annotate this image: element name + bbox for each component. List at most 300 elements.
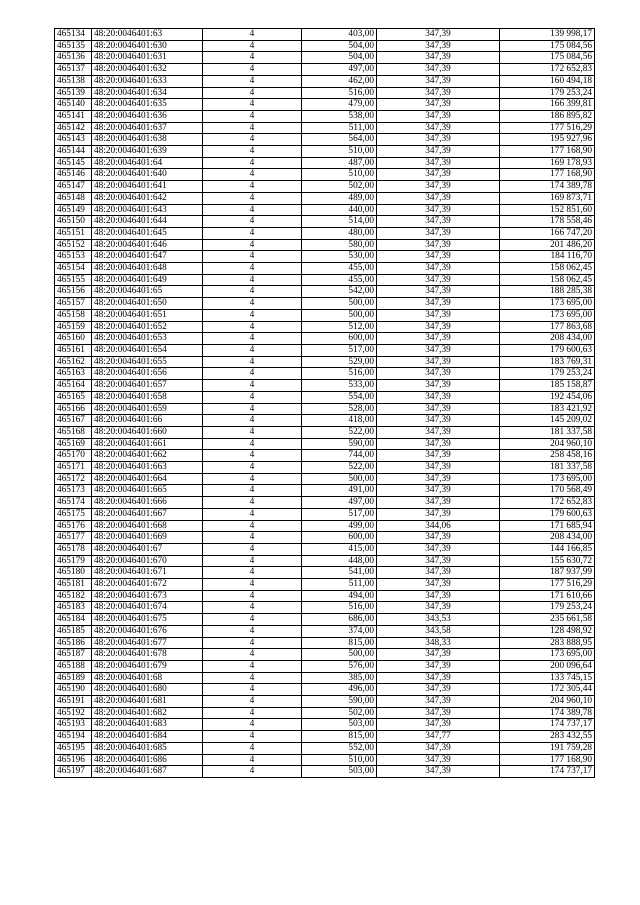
table-row bbox=[55, 134, 595, 146]
rate-cell: 347,39 bbox=[377, 64, 500, 76]
rate-cell: 347,39 bbox=[377, 684, 500, 696]
row-number-cell: 465163 bbox=[55, 368, 92, 380]
category-cell: 4 bbox=[203, 462, 302, 474]
cadastral-number-cell: 48:20:0046401:647 bbox=[92, 251, 203, 263]
table-row bbox=[55, 438, 595, 450]
cadastral-value-cell: 191 759,28 bbox=[500, 742, 595, 754]
category-cell: 4 bbox=[203, 473, 302, 485]
table-row bbox=[55, 415, 595, 427]
cadastral-number-cell: 48:20:0046401:679 bbox=[92, 660, 203, 672]
category-cell: 4 bbox=[203, 216, 302, 228]
cadastral-number-cell: 48:20:0046401:675 bbox=[92, 614, 203, 626]
area-cell: 510,00 bbox=[302, 754, 377, 766]
area-cell: 511,00 bbox=[302, 579, 377, 591]
row-number-cell: 465156 bbox=[55, 286, 92, 298]
row-number-cell: 465191 bbox=[55, 696, 92, 708]
area-cell: 385,00 bbox=[302, 672, 377, 684]
cadastral-number-cell: 48:20:0046401:651 bbox=[92, 309, 203, 321]
cadastral-number-cell: 48:20:0046401:652 bbox=[92, 321, 203, 333]
cadastral-number-cell: 48:20:0046401:649 bbox=[92, 274, 203, 286]
cadastral-value-cell: 179 253,24 bbox=[500, 87, 595, 99]
rate-cell: 347,39 bbox=[377, 567, 500, 579]
row-number-cell: 465150 bbox=[55, 216, 92, 228]
area-cell: 815,00 bbox=[302, 731, 377, 743]
category-cell: 4 bbox=[203, 134, 302, 146]
cadastral-number-cell: 48:20:0046401:633 bbox=[92, 75, 203, 87]
row-number-cell: 465172 bbox=[55, 473, 92, 485]
cadastral-value-cell: 139 998,17 bbox=[500, 29, 595, 41]
row-number-cell: 465142 bbox=[55, 122, 92, 134]
rate-cell: 347,39 bbox=[377, 649, 500, 661]
area-cell: 504,00 bbox=[302, 40, 377, 52]
cadastral-value-cell: 188 285,38 bbox=[500, 286, 595, 298]
row-number-cell: 465197 bbox=[55, 766, 92, 778]
row-number-cell: 465179 bbox=[55, 555, 92, 567]
table-row bbox=[55, 520, 595, 532]
category-cell: 4 bbox=[203, 579, 302, 591]
cadastral-value-cell: 175 084,56 bbox=[500, 52, 595, 64]
area-cell: 504,00 bbox=[302, 52, 377, 64]
rate-cell: 347,39 bbox=[377, 754, 500, 766]
category-cell: 4 bbox=[203, 380, 302, 392]
table-row bbox=[55, 64, 595, 76]
table-row bbox=[55, 508, 595, 520]
row-number-cell: 465152 bbox=[55, 239, 92, 251]
cadastral-number-cell: 48:20:0046401:683 bbox=[92, 719, 203, 731]
table-row bbox=[55, 766, 595, 778]
cadastral-value-cell: 177 516,29 bbox=[500, 579, 595, 591]
table-row bbox=[55, 169, 595, 181]
area-cell: 517,00 bbox=[302, 344, 377, 356]
area-cell: 499,00 bbox=[302, 520, 377, 532]
area-cell: 415,00 bbox=[302, 543, 377, 555]
rate-cell: 347,39 bbox=[377, 368, 500, 380]
cadastral-number-cell: 48:20:0046401:678 bbox=[92, 649, 203, 661]
rate-cell: 347,39 bbox=[377, 532, 500, 544]
rate-cell: 347,39 bbox=[377, 555, 500, 567]
cadastral-number-cell: 48:20:0046401:681 bbox=[92, 696, 203, 708]
row-number-cell: 465139 bbox=[55, 87, 92, 99]
rate-cell: 347,39 bbox=[377, 286, 500, 298]
category-cell: 4 bbox=[203, 403, 302, 415]
category-cell: 4 bbox=[203, 660, 302, 672]
area-cell: 590,00 bbox=[302, 438, 377, 450]
category-cell: 4 bbox=[203, 696, 302, 708]
category-cell: 4 bbox=[203, 321, 302, 333]
row-number-cell: 465196 bbox=[55, 754, 92, 766]
rate-cell: 347,39 bbox=[377, 543, 500, 555]
table-row bbox=[55, 625, 595, 637]
area-cell: 516,00 bbox=[302, 602, 377, 614]
row-number-cell: 465187 bbox=[55, 649, 92, 661]
area-cell: 516,00 bbox=[302, 368, 377, 380]
row-number-cell: 465160 bbox=[55, 333, 92, 345]
category-cell: 4 bbox=[203, 602, 302, 614]
cadastral-number-cell: 48:20:0046401:634 bbox=[92, 87, 203, 99]
category-cell: 4 bbox=[203, 391, 302, 403]
row-number-cell: 465175 bbox=[55, 508, 92, 520]
table-row bbox=[55, 555, 595, 567]
cadastral-number-cell: 48:20:0046401:657 bbox=[92, 380, 203, 392]
area-cell: 497,00 bbox=[302, 497, 377, 509]
row-number-cell: 465180 bbox=[55, 567, 92, 579]
table-row bbox=[55, 146, 595, 158]
rate-cell: 347,39 bbox=[377, 110, 500, 122]
area-cell: 554,00 bbox=[302, 391, 377, 403]
row-number-cell: 465190 bbox=[55, 684, 92, 696]
rate-cell: 348,33 bbox=[377, 637, 500, 649]
table-row bbox=[55, 426, 595, 438]
rate-cell: 344,06 bbox=[377, 520, 500, 532]
table-row bbox=[55, 99, 595, 111]
category-cell: 4 bbox=[203, 157, 302, 169]
table-row bbox=[55, 462, 595, 474]
category-cell: 4 bbox=[203, 344, 302, 356]
row-number-cell: 465134 bbox=[55, 29, 92, 41]
table-row bbox=[55, 485, 595, 497]
table-row bbox=[55, 321, 595, 333]
row-number-cell: 465165 bbox=[55, 391, 92, 403]
table-row bbox=[55, 263, 595, 275]
cadastral-number-cell: 48:20:0046401:644 bbox=[92, 216, 203, 228]
cadastral-value-cell: 160 494,18 bbox=[500, 75, 595, 87]
cadastral-number-cell: 48:20:0046401:664 bbox=[92, 473, 203, 485]
rate-cell: 347,39 bbox=[377, 321, 500, 333]
area-cell: 600,00 bbox=[302, 333, 377, 345]
cadastral-value-cell: 158 062,45 bbox=[500, 274, 595, 286]
rate-cell: 347,39 bbox=[377, 391, 500, 403]
category-cell: 4 bbox=[203, 532, 302, 544]
cadastral-number-cell: 48:20:0046401:63 bbox=[92, 29, 203, 41]
table-row bbox=[55, 660, 595, 672]
cadastral-value-cell: 208 434,00 bbox=[500, 532, 595, 544]
cadastral-number-cell: 48:20:0046401:648 bbox=[92, 263, 203, 275]
rate-cell: 347,39 bbox=[377, 403, 500, 415]
cadastral-number-cell: 48:20:0046401:646 bbox=[92, 239, 203, 251]
table-row bbox=[55, 719, 595, 731]
rate-cell: 347,39 bbox=[377, 450, 500, 462]
row-number-cell: 465135 bbox=[55, 40, 92, 52]
area-cell: 510,00 bbox=[302, 146, 377, 158]
table-row bbox=[55, 29, 595, 41]
area-cell: 500,00 bbox=[302, 309, 377, 321]
area-cell: 514,00 bbox=[302, 216, 377, 228]
row-number-cell: 465155 bbox=[55, 274, 92, 286]
row-number-cell: 465147 bbox=[55, 181, 92, 193]
table-row bbox=[55, 637, 595, 649]
cadastral-value-cell: 235 661,58 bbox=[500, 614, 595, 626]
rate-cell: 347,39 bbox=[377, 497, 500, 509]
category-cell: 4 bbox=[203, 625, 302, 637]
area-cell: 462,00 bbox=[302, 75, 377, 87]
area-cell: 815,00 bbox=[302, 637, 377, 649]
row-number-cell: 465169 bbox=[55, 438, 92, 450]
cadastral-number-cell: 48:20:0046401:66 bbox=[92, 415, 203, 427]
cadastral-number-cell: 48:20:0046401:660 bbox=[92, 426, 203, 438]
rate-cell: 347,39 bbox=[377, 134, 500, 146]
category-cell: 4 bbox=[203, 543, 302, 555]
rate-cell: 347,39 bbox=[377, 333, 500, 345]
table-row bbox=[55, 110, 595, 122]
cadastral-number-cell: 48:20:0046401:68 bbox=[92, 672, 203, 684]
cadastral-value-cell: 170 568,49 bbox=[500, 485, 595, 497]
category-cell: 4 bbox=[203, 742, 302, 754]
cadastral-value-cell: 185 158,87 bbox=[500, 380, 595, 392]
table-row bbox=[55, 532, 595, 544]
rate-cell: 347,39 bbox=[377, 146, 500, 158]
area-cell: 374,00 bbox=[302, 625, 377, 637]
category-cell: 4 bbox=[203, 508, 302, 520]
row-number-cell: 465183 bbox=[55, 602, 92, 614]
cadastral-number-cell: 48:20:0046401:667 bbox=[92, 508, 203, 520]
row-number-cell: 465181 bbox=[55, 579, 92, 591]
table-row bbox=[55, 403, 595, 415]
table-row bbox=[55, 614, 595, 626]
row-number-cell: 465148 bbox=[55, 192, 92, 204]
rate-cell: 347,39 bbox=[377, 426, 500, 438]
category-cell: 4 bbox=[203, 239, 302, 251]
category-cell: 4 bbox=[203, 286, 302, 298]
area-cell: 497,00 bbox=[302, 64, 377, 76]
row-number-cell: 465195 bbox=[55, 742, 92, 754]
cadastral-value-cell: 175 084,56 bbox=[500, 40, 595, 52]
row-number-cell: 465170 bbox=[55, 450, 92, 462]
row-number-cell: 465168 bbox=[55, 426, 92, 438]
cadastral-number-cell: 48:20:0046401:641 bbox=[92, 181, 203, 193]
cadastral-value-cell: 166 399,81 bbox=[500, 99, 595, 111]
cadastral-value-cell: 173 695,00 bbox=[500, 309, 595, 321]
category-cell: 4 bbox=[203, 356, 302, 368]
table-row bbox=[55, 298, 595, 310]
row-number-cell: 465185 bbox=[55, 625, 92, 637]
cadastral-number-cell: 48:20:0046401:662 bbox=[92, 450, 203, 462]
rate-cell: 347,39 bbox=[377, 766, 500, 778]
category-cell: 4 bbox=[203, 766, 302, 778]
category-cell: 4 bbox=[203, 485, 302, 497]
rate-cell: 343,53 bbox=[377, 614, 500, 626]
cadastral-value-cell: 169 873,71 bbox=[500, 192, 595, 204]
cadastral-number-cell: 48:20:0046401:659 bbox=[92, 403, 203, 415]
table-row bbox=[55, 590, 595, 602]
cadastral-number-cell: 48:20:0046401:67 bbox=[92, 543, 203, 555]
row-number-cell: 465140 bbox=[55, 99, 92, 111]
cadastral-number-cell: 48:20:0046401:677 bbox=[92, 637, 203, 649]
rate-cell: 347,39 bbox=[377, 579, 500, 591]
row-number-cell: 465164 bbox=[55, 380, 92, 392]
table-row bbox=[55, 579, 595, 591]
category-cell: 4 bbox=[203, 122, 302, 134]
cadastral-value-cell: 258 458,16 bbox=[500, 450, 595, 462]
row-number-cell: 465189 bbox=[55, 672, 92, 684]
cadastral-value-cell: 181 337,58 bbox=[500, 462, 595, 474]
cadastral-number-cell: 48:20:0046401:685 bbox=[92, 742, 203, 754]
table-row bbox=[55, 684, 595, 696]
cadastral-number-cell: 48:20:0046401:65 bbox=[92, 286, 203, 298]
rate-cell: 347,39 bbox=[377, 40, 500, 52]
row-number-cell: 465159 bbox=[55, 321, 92, 333]
cadastral-number-cell: 48:20:0046401:671 bbox=[92, 567, 203, 579]
row-number-cell: 465176 bbox=[55, 520, 92, 532]
cadastral-number-cell: 48:20:0046401:638 bbox=[92, 134, 203, 146]
rate-cell: 347,39 bbox=[377, 75, 500, 87]
rate-cell: 347,39 bbox=[377, 309, 500, 321]
category-cell: 4 bbox=[203, 497, 302, 509]
category-cell: 4 bbox=[203, 75, 302, 87]
cadastral-value-cell: 173 695,00 bbox=[500, 473, 595, 485]
row-number-cell: 465145 bbox=[55, 157, 92, 169]
cadastral-value-cell: 177 863,68 bbox=[500, 321, 595, 333]
area-cell: 440,00 bbox=[302, 204, 377, 216]
table-row bbox=[55, 649, 595, 661]
row-number-cell: 465173 bbox=[55, 485, 92, 497]
area-cell: 491,00 bbox=[302, 485, 377, 497]
rate-cell: 347,39 bbox=[377, 380, 500, 392]
table-row bbox=[55, 567, 595, 579]
area-cell: 503,00 bbox=[302, 719, 377, 731]
cadastral-number-cell: 48:20:0046401:655 bbox=[92, 356, 203, 368]
row-number-cell: 465161 bbox=[55, 344, 92, 356]
cadastral-number-cell: 48:20:0046401:682 bbox=[92, 707, 203, 719]
rate-cell: 347,39 bbox=[377, 719, 500, 731]
row-number-cell: 465158 bbox=[55, 309, 92, 321]
area-cell: 744,00 bbox=[302, 450, 377, 462]
row-number-cell: 465178 bbox=[55, 543, 92, 555]
area-cell: 403,00 bbox=[302, 29, 377, 41]
row-number-cell: 465167 bbox=[55, 415, 92, 427]
cadastral-value-cell: 204 960,10 bbox=[500, 696, 595, 708]
area-cell: 500,00 bbox=[302, 298, 377, 310]
table-row bbox=[55, 227, 595, 239]
rate-cell: 347,39 bbox=[377, 251, 500, 263]
rate-cell: 347,39 bbox=[377, 707, 500, 719]
cadastral-value-cell: 177 168,90 bbox=[500, 146, 595, 158]
area-cell: 542,00 bbox=[302, 286, 377, 298]
rate-cell: 347,39 bbox=[377, 181, 500, 193]
cadastral-number-cell: 48:20:0046401:650 bbox=[92, 298, 203, 310]
cadastral-value-cell: 187 937,99 bbox=[500, 567, 595, 579]
category-cell: 4 bbox=[203, 415, 302, 427]
cadastral-value-cell: 172 652,83 bbox=[500, 64, 595, 76]
area-cell: 500,00 bbox=[302, 649, 377, 661]
cadastral-value-cell: 178 558,46 bbox=[500, 216, 595, 228]
area-cell: 686,00 bbox=[302, 614, 377, 626]
rate-cell: 347,77 bbox=[377, 731, 500, 743]
rate-cell: 347,39 bbox=[377, 99, 500, 111]
area-cell: 516,00 bbox=[302, 87, 377, 99]
table-row bbox=[55, 251, 595, 263]
cadastral-value-cell: 186 895,82 bbox=[500, 110, 595, 122]
cadastral-value-cell: 177 168,90 bbox=[500, 169, 595, 181]
row-number-cell: 465137 bbox=[55, 64, 92, 76]
cadastral-number-cell: 48:20:0046401:672 bbox=[92, 579, 203, 591]
category-cell: 4 bbox=[203, 438, 302, 450]
row-number-cell: 465138 bbox=[55, 75, 92, 87]
category-cell: 4 bbox=[203, 684, 302, 696]
table-row bbox=[55, 87, 595, 99]
rate-cell: 347,39 bbox=[377, 204, 500, 216]
rate-cell: 347,39 bbox=[377, 415, 500, 427]
row-number-cell: 465174 bbox=[55, 497, 92, 509]
area-cell: 533,00 bbox=[302, 380, 377, 392]
cadastral-value-cell: 172 305,44 bbox=[500, 684, 595, 696]
table-row bbox=[55, 344, 595, 356]
category-cell: 4 bbox=[203, 426, 302, 438]
cadastral-value-cell: 144 166,85 bbox=[500, 543, 595, 555]
table-row bbox=[55, 731, 595, 743]
row-number-cell: 465157 bbox=[55, 298, 92, 310]
rate-cell: 347,39 bbox=[377, 356, 500, 368]
cadastral-value-cell: 171 685,94 bbox=[500, 520, 595, 532]
table-row bbox=[55, 602, 595, 614]
category-cell: 4 bbox=[203, 181, 302, 193]
cadastral-value-cell: 174 737,17 bbox=[500, 766, 595, 778]
row-number-cell: 465153 bbox=[55, 251, 92, 263]
category-cell: 4 bbox=[203, 450, 302, 462]
row-number-cell: 465151 bbox=[55, 227, 92, 239]
table-row bbox=[55, 309, 595, 321]
cadastral-value-cell: 181 337,58 bbox=[500, 426, 595, 438]
category-cell: 4 bbox=[203, 298, 302, 310]
table-row bbox=[55, 497, 595, 509]
table-row bbox=[55, 380, 595, 392]
area-cell: 494,00 bbox=[302, 590, 377, 602]
cadastral-number-cell: 48:20:0046401:666 bbox=[92, 497, 203, 509]
row-number-cell: 465166 bbox=[55, 403, 92, 415]
category-cell: 4 bbox=[203, 731, 302, 743]
row-number-cell: 465136 bbox=[55, 52, 92, 64]
rate-cell: 347,39 bbox=[377, 590, 500, 602]
category-cell: 4 bbox=[203, 590, 302, 602]
table-row bbox=[55, 216, 595, 228]
category-cell: 4 bbox=[203, 333, 302, 345]
area-cell: 500,00 bbox=[302, 473, 377, 485]
cadastral-number-cell: 48:20:0046401:668 bbox=[92, 520, 203, 532]
cadastral-number-cell: 48:20:0046401:670 bbox=[92, 555, 203, 567]
area-cell: 503,00 bbox=[302, 766, 377, 778]
category-cell: 4 bbox=[203, 520, 302, 532]
table-row bbox=[55, 450, 595, 462]
cadastral-value-cell: 172 652,83 bbox=[500, 497, 595, 509]
rate-cell: 343,58 bbox=[377, 625, 500, 637]
cadastral-value-cell: 171 610,66 bbox=[500, 590, 595, 602]
category-cell: 4 bbox=[203, 227, 302, 239]
category-cell: 4 bbox=[203, 614, 302, 626]
cadastral-value-cell: 195 927,96 bbox=[500, 134, 595, 146]
cadastral-value-cell: 173 695,00 bbox=[500, 298, 595, 310]
category-cell: 4 bbox=[203, 204, 302, 216]
cadastral-number-cell: 48:20:0046401:684 bbox=[92, 731, 203, 743]
cadastral-number-cell: 48:20:0046401:663 bbox=[92, 462, 203, 474]
table-row bbox=[55, 274, 595, 286]
cadastral-number-cell: 48:20:0046401:686 bbox=[92, 754, 203, 766]
rate-cell: 347,39 bbox=[377, 216, 500, 228]
area-cell: 511,00 bbox=[302, 122, 377, 134]
row-number-cell: 465193 bbox=[55, 719, 92, 731]
category-cell: 4 bbox=[203, 146, 302, 158]
cadastral-value-cell: 201 486,20 bbox=[500, 239, 595, 251]
cadastral-value-cell: 133 745,15 bbox=[500, 672, 595, 684]
cadastral-value-cell: 177 516,29 bbox=[500, 122, 595, 134]
category-cell: 4 bbox=[203, 567, 302, 579]
rate-cell: 347,39 bbox=[377, 672, 500, 684]
rate-cell: 347,39 bbox=[377, 473, 500, 485]
area-cell: 480,00 bbox=[302, 227, 377, 239]
row-number-cell: 465141 bbox=[55, 110, 92, 122]
row-number-cell: 465186 bbox=[55, 637, 92, 649]
cadastral-value-cell: 208 434,00 bbox=[500, 333, 595, 345]
rate-cell: 347,39 bbox=[377, 462, 500, 474]
area-cell: 502,00 bbox=[302, 181, 377, 193]
